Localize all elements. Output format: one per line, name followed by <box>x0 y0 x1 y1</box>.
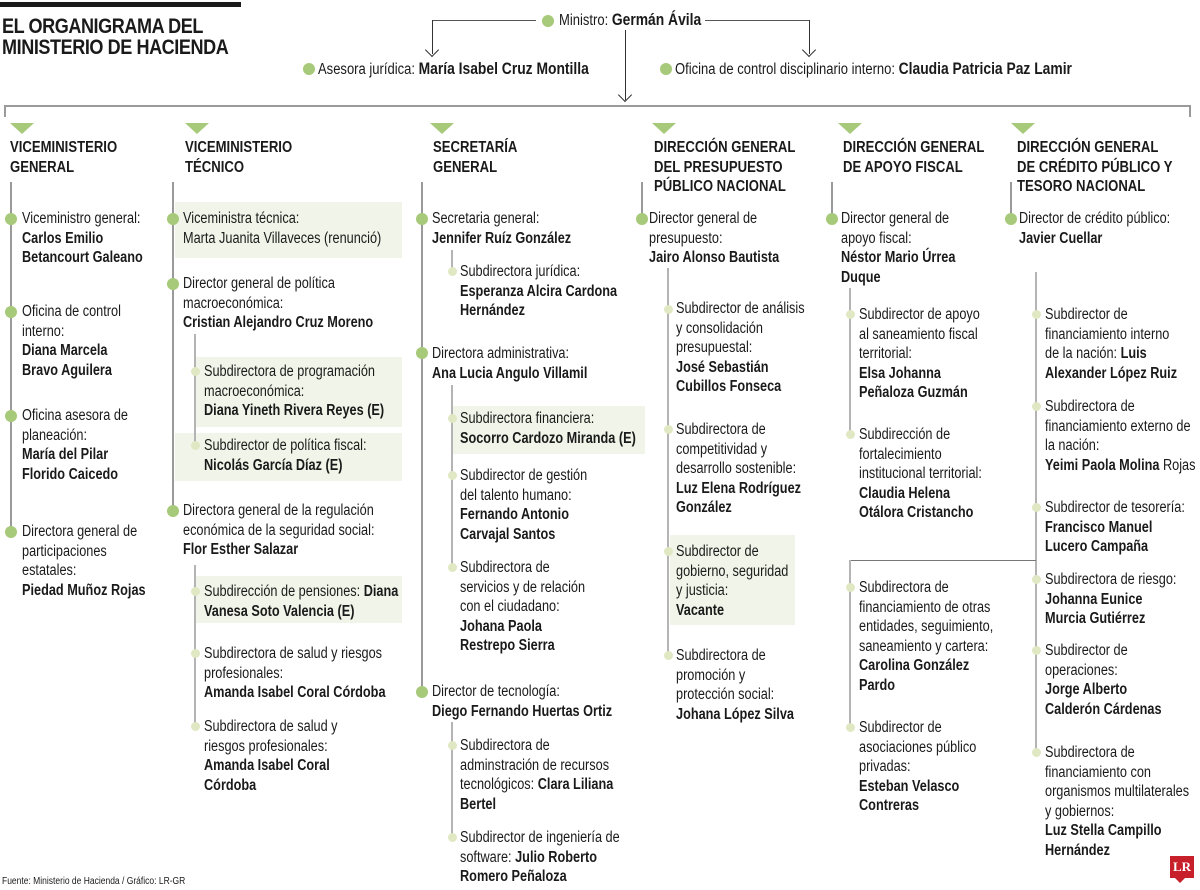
entry-recursos-tecnologicos: Subdirectora de adminstración de recursos tecnológicos: Clara Liliana Bertel <box>460 737 614 813</box>
triangle-down-icon <box>652 123 676 134</box>
entry-competitividad: Subdirectora de competitividad y desarrollo sostenible: Luz Elena Rodríguez González <box>676 421 801 516</box>
entry-directora-administrativa: Directora administrativa: Ana Lucia Angulo Villamil <box>432 345 588 382</box>
arrow-down-icon <box>618 88 632 102</box>
connector <box>667 268 669 653</box>
source-footer: Fuente: Ministerio de Hacienda / Gráfico: LR-GR <box>2 876 186 887</box>
column-title-secretaria-general: SECRETARÍA GENERAL <box>433 139 518 176</box>
entry-fortalecimiento-institucional: Subdirección de fortalecimiento institucional territorial: Claudia Helena Otálora Cristancho <box>859 426 982 521</box>
entry-ingenieria-software: Subdirector de ingeniería de software: Julio Roberto Romero Peñaloza <box>460 829 620 885</box>
entry-financiamiento-externo: Subdirectora de financiamiento externo de la nación: Yeimi Paola Molina Rojas <box>1045 398 1196 474</box>
entry-viceministro-general: Viceministro general: Carlos Emilio Betancourt Galeano <box>22 210 143 266</box>
entry-asociaciones-publico-privadas: Subdirector de asociaciones público privadas: Esteban Velasco Contreras <box>859 719 977 814</box>
connector <box>432 20 536 21</box>
bullet-icon <box>448 741 457 750</box>
main-connector <box>4 105 1191 107</box>
entry-gobierno-seguridad: Subdirector de gobierno, seguridad y justicia: Vacante <box>676 543 789 619</box>
lr-logo: LR <box>1170 856 1194 878</box>
column-title-viceministerio-tecnico: VICEMINISTERIO TÉCNICO <box>185 139 293 176</box>
entry-director-tecnologia: Director de tecnología: Diego Fernando Huertas Ortiz <box>432 683 613 720</box>
bullet-icon <box>448 833 457 842</box>
bullet-icon <box>636 213 648 225</box>
bullet-icon <box>448 414 457 423</box>
entry-saneamiento-fiscal: Subdirector de apoyo al saneamiento fiscal territorial: Elsa Johanna Peñaloza Guzmán <box>859 306 980 401</box>
bullet-icon <box>1032 646 1041 655</box>
bullet-icon <box>1032 503 1041 512</box>
column-title-presupuesto: DIRECCIÓN GENERAL DEL PRESUPUESTO PÚBLICO NACIONAL <box>654 139 796 195</box>
entry-riesgo: Subdirectora de riesgo: Johanna Eunice Murcia Gutiérrez <box>1045 571 1177 627</box>
entry-viceministra-tecnica: Viceministra técnica: Marta Juanita Villaveces (renunció) <box>183 210 382 247</box>
bullet-icon <box>416 347 428 359</box>
triangle-down-icon <box>10 123 34 134</box>
connector <box>451 722 453 837</box>
minister: Ministro: Germán Ávila <box>559 11 702 29</box>
connector <box>849 560 1036 561</box>
bullet-icon <box>5 526 17 538</box>
bullet-icon <box>191 722 200 731</box>
bullet-icon <box>5 306 17 318</box>
bullet-icon <box>1032 310 1041 319</box>
connector <box>1189 105 1191 117</box>
bullet-icon <box>191 441 200 450</box>
bullet-icon <box>416 213 428 225</box>
entry-salud-riesgos-1: Subdirectora de salud y riesgos profesionales: Amanda Isabel Coral Córdoba <box>204 645 386 701</box>
entry-organismos-multilaterales: Subdirectora de financiamiento con organismos multilaterales y gobiernos: Luz Stella Campillo Hernández <box>1045 744 1190 859</box>
entry-analisis-consolidacion: Subdirector de análisis y consolidación presupuestal: José Sebastián Cubillos Fonseca <box>676 300 805 395</box>
bullet-icon <box>303 63 315 75</box>
bullet-icon <box>167 213 179 225</box>
bullet-icon <box>1005 213 1017 225</box>
bullet-icon <box>846 583 855 592</box>
bullet-icon <box>167 278 179 290</box>
arrow-down-icon <box>802 43 816 57</box>
bullet-icon <box>846 430 855 439</box>
bullet-icon <box>846 723 855 732</box>
entry-politica-fiscal: Subdirector de política fiscal: Nicolás García Díaz (E) <box>204 437 367 474</box>
bullet-icon <box>167 505 179 517</box>
connector <box>1035 272 1037 752</box>
connector <box>705 20 810 21</box>
entry-asesora-planeacion: Oficina asesora de planeación: María del Pilar Florido Caicedo <box>22 407 128 483</box>
bullet-icon <box>448 267 457 276</box>
triangle-down-icon <box>430 123 454 134</box>
title-rule <box>0 2 241 7</box>
entry-pensiones: Subdirección de pensiones: Diana Vanesa Soto Valencia (E) <box>204 583 399 620</box>
triangle-down-icon <box>185 123 209 134</box>
bullet-icon <box>664 547 673 556</box>
entry-talento-humano: Subdirector de gestión del talento humano: Fernando Antonio Carvajal Santos <box>460 467 588 543</box>
bullet-icon <box>191 649 200 658</box>
column-title-credito-publico: DIRECCIÓN GENERAL DE CRÉDITO PÚBLICO Y TESORO NACIONAL <box>1017 139 1173 195</box>
entry-control-interno: Oficina de control interno: Diana Marcela Bravo Aguilera <box>22 303 121 379</box>
legal-advisor: Asesora jurídica: María Isabel Cruz Montilla <box>318 60 589 78</box>
bullet-icon <box>660 63 672 75</box>
entry-subdirectora-juridica: Subdirectora jurídica: Esperanza Alcira Cardona Hernández <box>460 263 618 319</box>
disciplinary-office: Oficina de control disciplinario interno: Claudia Patricia Paz Lamir <box>675 60 1072 78</box>
bullet-icon <box>826 213 838 225</box>
bullet-icon <box>416 686 428 698</box>
entry-programacion-macroeconomica: Subdirectora de programación macroeconómica: Diana Yineth Rivera Reyes (E) <box>204 363 385 419</box>
triangle-down-icon <box>838 123 862 134</box>
entry-director-apoyo-fiscal: Director general de apoyo fiscal: Néstor Mario Úrrea Duque <box>841 210 956 286</box>
triangle-down-icon <box>1011 123 1035 134</box>
bullet-icon <box>846 310 855 319</box>
bullet-icon <box>5 213 17 225</box>
bullet-icon <box>1032 748 1041 757</box>
bullet-icon <box>1032 402 1041 411</box>
bullet-icon <box>664 305 673 314</box>
connector <box>172 182 174 507</box>
entry-participaciones-estatales: Directora general de participaciones estatales: Piedad Muñoz Rojas <box>22 523 146 599</box>
entry-director-credito-publico: Director de crédito público: Javier Cuellar <box>1019 210 1171 247</box>
entry-politica-macroeconomica: Director general de política macroeconómica: Cristian Alejandro Cruz Moreno <box>183 275 374 331</box>
bullet-icon <box>448 471 457 480</box>
bullet-icon <box>191 367 200 376</box>
entry-financiamiento-interno: Subdirector de financiamiento interno de la nación: Luis Alexander López Ruiz <box>1045 306 1178 382</box>
entry-promocion-social: Subdirectora de promoción y protección social: Johana López Silva <box>676 647 794 723</box>
connector <box>4 105 6 117</box>
entry-relacion-ciudadano: Subdirectora de servicios y de relación con el ciudadano: Johana Paola Restrepo Sierra <box>460 559 586 654</box>
page-title: EL ORGANIGRAMA DEL MINISTERIO DE HACIENDA <box>2 15 229 59</box>
column-title-apoyo-fiscal: DIRECCIÓN GENERAL DE APOYO FISCAL <box>843 139 985 176</box>
bullet-icon <box>5 410 17 422</box>
entry-operaciones: Subdirector de operaciones: Jorge Alberto Calderón Cárdenas <box>1045 642 1162 718</box>
bullet-icon <box>664 651 673 660</box>
column-title-viceministerio-general: VICEMINISTERIO GENERAL <box>10 139 118 176</box>
bullet-icon <box>664 425 673 434</box>
bullet-icon <box>448 563 457 572</box>
entry-salud-riesgos-2: Subdirectora de salud y riesgos profesionales: Amanda Isabel Coral Córdoba <box>204 718 338 794</box>
entry-tesoreria: Subdirector de tesorería: Francisco Manuel Lucero Campaña <box>1045 499 1185 555</box>
bullet-icon <box>191 587 200 596</box>
arrow-down-icon <box>425 43 439 57</box>
connector <box>194 334 196 442</box>
connector <box>10 182 12 532</box>
entry-financiamiento-otras-entidades: Subdirectora de financiamiento de otras entidades, seguimiento, saneamiento y cartera: Carolina González Pardo <box>859 579 994 694</box>
connector <box>421 182 423 690</box>
entry-director-presupuesto: Director general de presupuesto: Jairo Alonso Bautista <box>649 210 780 266</box>
bullet-icon <box>1032 575 1041 584</box>
entry-regulacion-seguridad-social: Directora general de la regulación económica de la seguridad social: Flor Esther Salazar <box>183 502 375 558</box>
entry-secretaria-general: Secretaria general: Jennifer Ruíz González <box>432 210 572 247</box>
bullet-icon <box>542 15 554 27</box>
entry-subdirectora-financiera: Subdirectora financiera: Socorro Cardozo Miranda (E) <box>460 410 636 447</box>
